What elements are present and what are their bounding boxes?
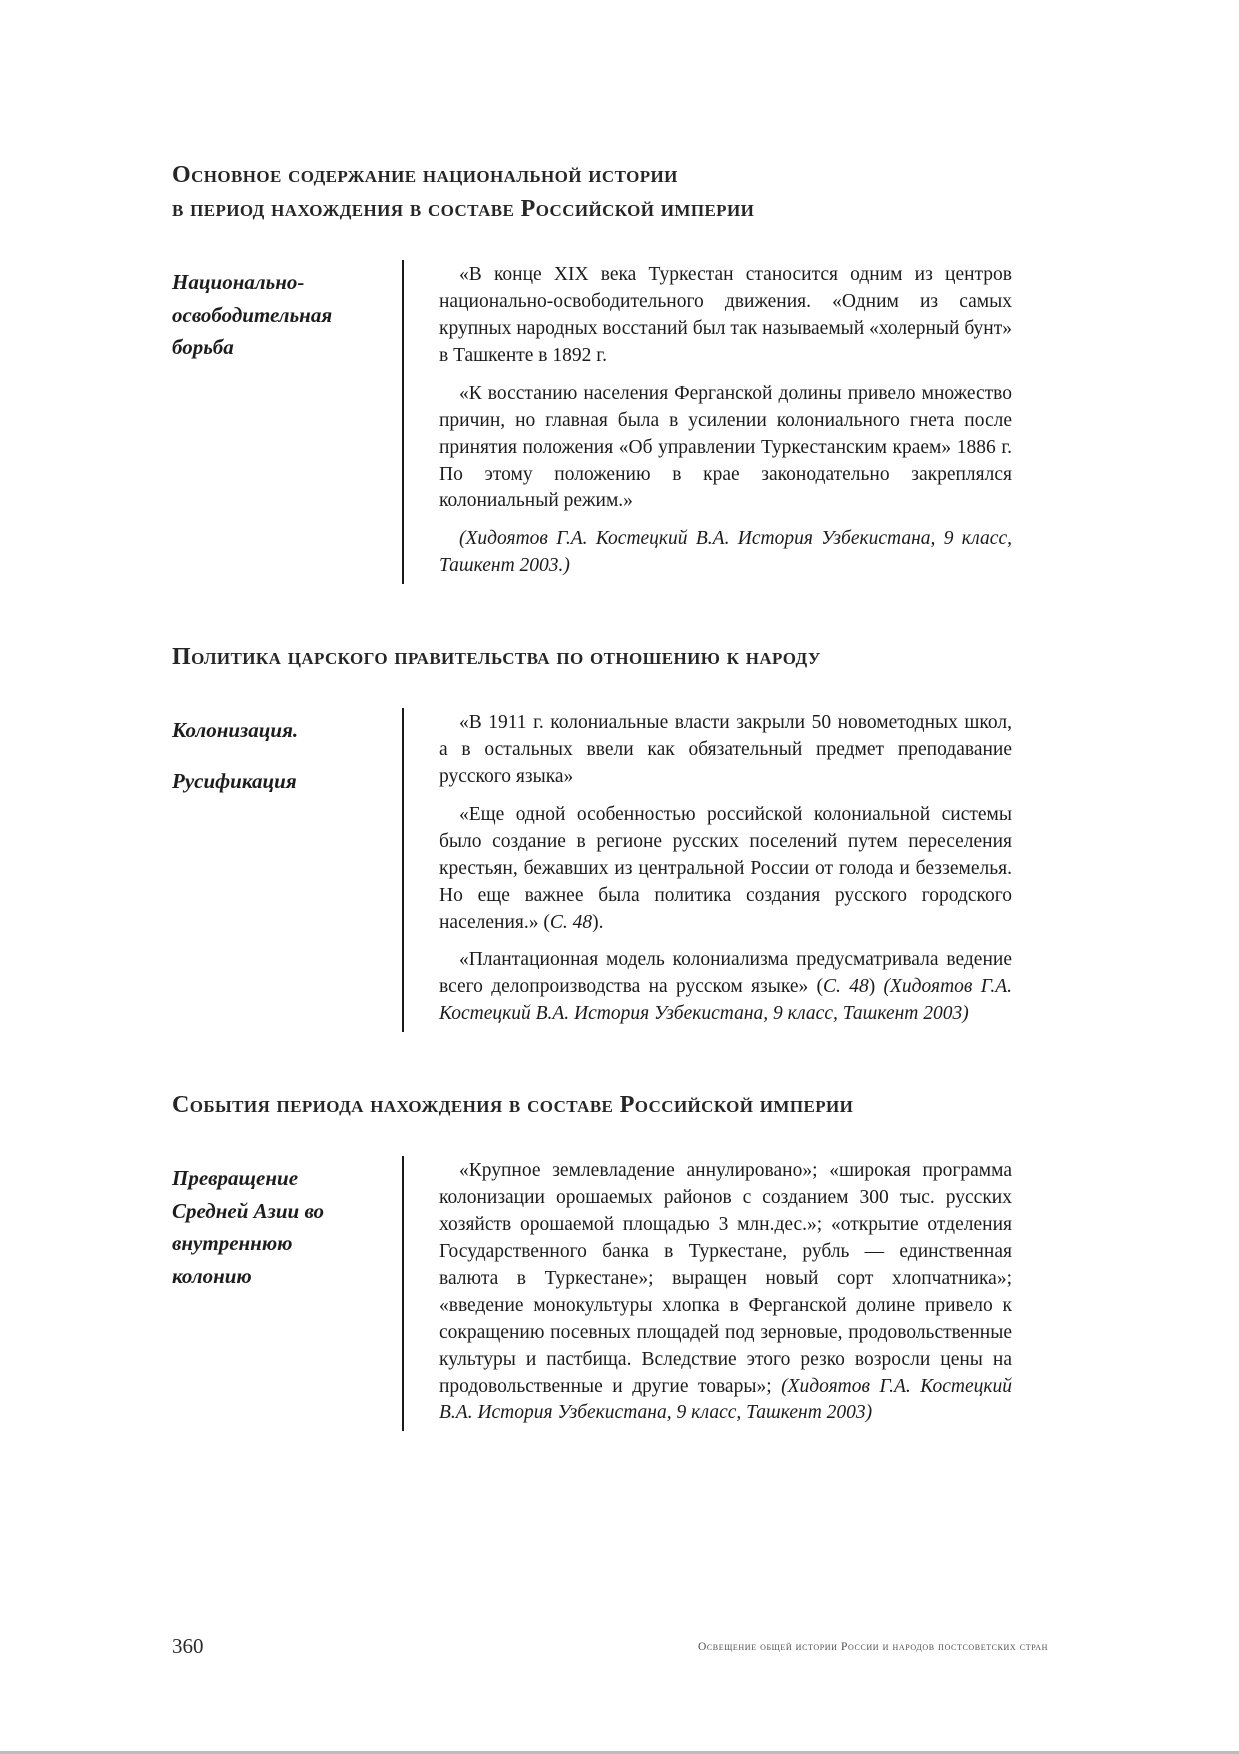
citation-text: (Хидоятов Г.А. Костецкий В.А. История Узбекистана, 9 класс, Ташкент 2003): [439, 976, 1012, 1025]
text-run: ).: [592, 911, 604, 933]
section-heading-2-line-1: Политика царского правительства по отношению к народу: [172, 644, 821, 671]
block-3-label-column: [172, 1156, 402, 1431]
block-2-label-column: [172, 708, 402, 1032]
text-run: «В конце XIX века Туркестан станосится одним из центров национально-освободительного движения. «Одним из самых крупных народных восстаний был так называемый «холерный бунт» в Ташкенте в 1892 г.: [439, 264, 1012, 366]
text-run: «В 1911 г. колониальные власти закрыли 50 новометодных школ, а в остальных ввели как обязательный предмет преподавание русского языка»: [439, 712, 1012, 788]
block-2-paragraph-2: [439, 802, 1012, 937]
block-2-paragraph-3: [439, 947, 1012, 1028]
block-3-paragraph-1: [439, 1158, 1012, 1427]
content-block-3: [172, 1156, 1050, 1431]
text-run: «Крупное землевладение аннулировано»; «широкая программа колонизации орошаемых районов с созданием 300 тыс. русских хозяйств орошаемой площадью 3 млн.дес.»; «открытие отделения Государственного банка в Туркестане, рубль — единственная валюта в Туркестане»; выращен новый сорт хлопчатника»; «введение монокультуры хлопка в Ферганской долине привело к сокращению посевных площадей под зерновые, продовольственные культуры и пастбища. Вследствие этого резко возросли цены на продовольственные и другие товары»;: [439, 1160, 1012, 1397]
block-2-paragraph-1: [439, 710, 1012, 791]
page-ref: С. 48: [823, 976, 869, 998]
page-content: [172, 158, 1050, 1487]
block-1-paragraph-1: [439, 262, 1012, 370]
page-ref: С. 48: [549, 911, 593, 933]
text-run: ): [868, 976, 884, 998]
section-heading-1-line-1: Основное содержание национальной истории: [172, 162, 678, 188]
content-block-2: [172, 708, 1050, 1032]
citation-text: (Хидоятов Г.А. Костецкий В.А. История Узбекистана, 9 класс, Ташкент 2003): [439, 1375, 1012, 1424]
block-2-label-1: Колонизация.: [172, 718, 299, 743]
section-heading-1-line-2: в период нахождения в составе Российской империи: [172, 196, 755, 223]
block-1-label: Национально-освободительная борьба: [172, 270, 333, 360]
section-heading-2: [172, 640, 1050, 674]
block-1-paragraph-2: [439, 381, 1012, 516]
content-block-1: [172, 260, 1050, 584]
block-3-text-column: [402, 1156, 1050, 1431]
block-1-text-column: [402, 260, 1050, 584]
block-1-citation: [439, 526, 1012, 580]
citation-text: (Хидоятов Г.А. Костецкий В.А. История Узбекистана, 9 класс, Ташкент 2003.): [439, 528, 1012, 577]
section-heading-3: [172, 1088, 1050, 1122]
page-number: 360: [172, 1634, 204, 1658]
block-1-label-column: [172, 260, 402, 584]
text-run: «Еще одной особенностью российской колониальной системы было создание в регионе русских поселений путем переселения крестьян, бежавших из центральной России от голода и безземелья. Но еще важнее была политика создания русского городского населения.» (: [439, 803, 1012, 933]
section-heading-3-line-1: События периода нахождения в составе Российской империи: [172, 1092, 854, 1119]
block-2-text-column: [402, 708, 1050, 1032]
block-2-label-2: Русификация: [172, 768, 297, 793]
page-footer: [172, 1636, 1048, 1657]
text-run: «Плантационная модель колониализма предусматривала ведение всего делопроизводства на русском языке» (: [439, 949, 1012, 998]
block-3-label: Превращение Средней Азии во внутреннюю колонию: [172, 1166, 325, 1288]
running-footer-title: Освещение общей истории России и народов постсоветских стран: [697, 1641, 1048, 1653]
section-heading-1: [172, 158, 1050, 226]
text-run: «К восстанию населения Ферганской долины привело множество причин, но главная была в усилении колониального гнета после принятия положения «Об управлении Туркестанским краем» 1886 г. По этому положению в крае законодательно закреплялся колониальный режим.»: [439, 382, 1012, 512]
